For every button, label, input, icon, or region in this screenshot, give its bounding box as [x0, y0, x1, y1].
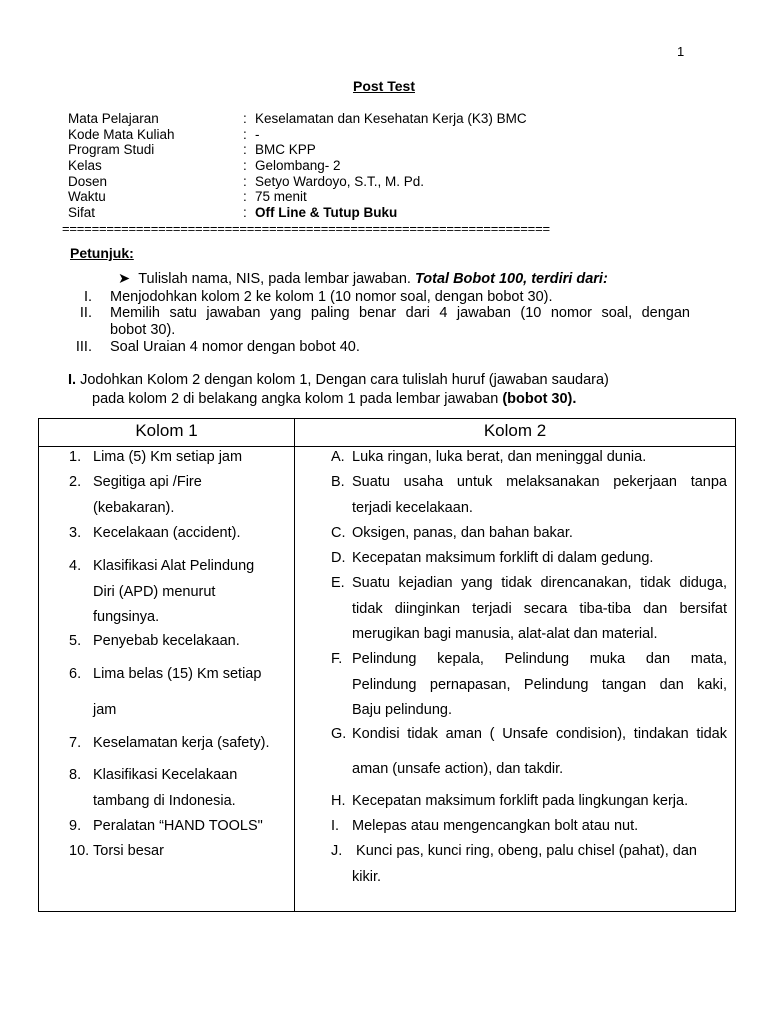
answer-text-cont: Baju pelindung. — [352, 702, 452, 718]
answer-letter: A. — [331, 449, 345, 465]
meta-value: Off Line & Tutup Buku — [255, 205, 398, 221]
answer-text: Kondisi tidak aman ( Unsafe condision), tindakan tidak — [352, 726, 727, 742]
meta-label: Dosen — [68, 173, 108, 189]
question-number: 1. — [69, 449, 82, 465]
course-info — [68, 111, 527, 221]
instruction-text-cont: bobot 30). — [110, 322, 176, 338]
question-number: 6. — [69, 666, 82, 682]
meta-label: Kode Mata Kuliah — [68, 126, 175, 142]
question-item — [69, 445, 289, 471]
answer-item — [331, 722, 727, 782]
answer-letter: I. — [331, 818, 340, 834]
separator-line: ================================================================== — [62, 221, 550, 236]
instruction-number: II. — [79, 305, 92, 321]
meta-value: Keselamatan dan Kesehatan Kerja (K3) BMC — [255, 111, 527, 126]
question-item — [69, 521, 289, 547]
column-2-header: Kolom 2 — [483, 421, 547, 440]
answer-letter: F. — [331, 651, 343, 667]
answer-text: Luka ringan, luka berat, dan meninggal dunia. — [352, 449, 647, 465]
section-text-cont: pada kolom 2 di belakang angka kolom 1 pada lembar jawaban — [92, 391, 499, 407]
instruction-text: Memilih satu jawaban yang paling benar dari 4 jawaban (10 nomor soal, dengan — [110, 305, 690, 321]
question-text-cont: fungsinya. — [93, 609, 160, 625]
question-number: 4. — [69, 558, 82, 574]
question-text: Torsi besar — [93, 843, 164, 859]
meta-label: Waktu — [68, 189, 106, 205]
meta-value: BMC KPP — [255, 142, 316, 158]
answer-letter: D. — [331, 550, 346, 566]
question-number: 7. — [69, 735, 82, 751]
answer-text-cont: terjadi kecelakaan. — [352, 499, 473, 516]
instruction-text: Soal Uraian 4 nomor dengan bobot 40. — [110, 339, 360, 355]
meta-colon: : — [243, 158, 247, 174]
meta-colon: : — [243, 189, 247, 205]
answer-item — [331, 647, 727, 724]
page-title: Post Test — [353, 78, 415, 94]
meta-colon: : — [243, 142, 247, 158]
meta-label: Sifat — [68, 205, 96, 221]
meta-row-lecturer — [68, 174, 527, 190]
meta-colon: : — [243, 173, 247, 189]
answer-text: Pelindung kepala, Pelindung muka dan mata, — [352, 651, 727, 667]
question-text: Keselamatan kerja (safety). — [93, 735, 270, 751]
answer-letter: G. — [331, 726, 347, 742]
question-text: Penyebab kecelakaan. — [93, 633, 240, 649]
meta-value: Gelombang- 2 — [255, 158, 341, 174]
bullet-emphasis: Total Bobot 100, terdiri dari: — [414, 271, 608, 287]
answer-item — [331, 521, 727, 547]
meta-colon: : — [243, 111, 247, 126]
question-item — [69, 763, 289, 814]
answer-letter: C. — [331, 525, 346, 541]
page-number: 1 — [677, 44, 685, 59]
meta-row-nature — [68, 205, 527, 221]
answer-item — [331, 571, 727, 648]
answer-letter: E. — [331, 575, 345, 591]
meta-colon: : — [243, 205, 247, 221]
meta-value: 75 menit — [255, 189, 307, 205]
instructions-bullet — [118, 271, 608, 287]
instructions-heading: Petunjuk: — [70, 245, 134, 261]
meta-row-class — [68, 158, 527, 174]
meta-value: Setyo Wardoyo, S.T., M. Pd. — [255, 173, 425, 189]
meta-label: Mata Pelajaran — [68, 111, 159, 126]
answer-text: Suatu kejadian yang tidak direncanakan, tidak diduga, — [352, 575, 727, 591]
section-1-instructions — [68, 371, 708, 409]
question-item — [69, 839, 289, 865]
answer-text: Kunci pas, kunci ring, obeng, palu chisel (pahat), dan — [352, 843, 697, 859]
answer-text-cont: Pelindung pernapasan, Pelindung tangan dan kaki, — [352, 676, 727, 693]
answer-item — [331, 839, 727, 890]
question-item — [69, 662, 289, 723]
question-item — [69, 731, 289, 757]
bullet-text: Tulislah nama, NIS, pada lembar jawaban. — [138, 271, 411, 287]
question-text-cont: Diri (APD) menurut — [93, 583, 216, 600]
question-text-cont: tambang di Indonesia. — [93, 792, 236, 809]
meta-value: - — [255, 126, 260, 142]
answer-item — [331, 445, 727, 471]
question-text: Kecelakaan (accident). — [93, 525, 241, 541]
instruction-text: Menjodohkan kolom 2 ke kolom 1 (10 nomor soal, dengan bobot 30). — [110, 289, 553, 305]
answer-letter: H. — [331, 793, 346, 809]
answer-letter: B. — [331, 474, 345, 490]
answer-text-cont: merugikan bagi manusia, alat-alat dan material. — [352, 626, 658, 642]
answer-text-cont: tidak diinginkan terjadi secara tiba-tiba dan bersifat — [352, 600, 727, 617]
question-number: 3. — [69, 525, 82, 541]
answer-text-cont: kikir. — [352, 868, 381, 885]
section-number: I. — [68, 372, 77, 388]
meta-row-time — [68, 189, 527, 205]
answer-item — [331, 814, 727, 840]
answer-text: Suatu usaha untuk melaksanakan pekerjaan tanpa — [352, 474, 727, 490]
question-text: Segitiga api /Fire — [93, 474, 202, 490]
answer-text: Kecepatan maksimum forklift pada lingkungan kerja. — [352, 793, 689, 809]
meta-row-course-code — [68, 127, 527, 143]
question-item — [69, 554, 289, 631]
question-text: Klasifikasi Kecelakaan — [93, 767, 238, 783]
question-text-cont: jam — [93, 701, 117, 718]
question-text: Lima belas (15) Km setiap — [93, 666, 262, 682]
answer-text: Oksigen, panas, dan bahan bakar. — [352, 525, 573, 541]
answer-item — [331, 470, 727, 521]
question-text: Lima (5) Km setiap jam — [93, 449, 243, 465]
section-text: Jodohkan Kolom 2 dengan kolom 1, Dengan cara tulislah huruf (jawaban saudara) — [80, 372, 609, 388]
question-number: 8. — [69, 767, 82, 783]
arrow-bullet-icon: ➤ — [118, 271, 131, 287]
answer-text-cont: aman (unsafe action), dan takdir. — [352, 760, 564, 777]
answer-letter: J. — [331, 843, 343, 859]
meta-label: Kelas — [68, 158, 102, 174]
meta-row-program — [68, 142, 527, 158]
matching-table — [38, 418, 736, 912]
instruction-number: I. — [83, 289, 92, 305]
column-1-header: Kolom 1 — [135, 421, 198, 440]
question-item — [69, 814, 289, 840]
question-text: Peralatan “HAND TOOLS" — [93, 818, 263, 834]
answer-item — [331, 546, 727, 572]
question-item — [69, 629, 289, 655]
meta-colon: : — [243, 126, 247, 142]
question-text: Klasifikasi Alat Pelindung — [93, 558, 255, 574]
answer-text: Kecepatan maksimum forklift di dalam gedung. — [352, 550, 654, 566]
answer-text: Melepas atau mengencangkan bolt atau nut. — [352, 818, 639, 834]
question-number: 2. — [69, 474, 82, 490]
question-text-cont: (kebakaran). — [93, 499, 175, 516]
question-number: 10. — [69, 843, 90, 859]
column-divider — [294, 419, 295, 911]
section-weight: (bobot 30). — [502, 391, 577, 407]
instruction-number: III. — [75, 339, 92, 355]
question-number: 9. — [69, 818, 82, 834]
question-item — [69, 470, 289, 521]
meta-label: Program Studi — [68, 142, 155, 158]
meta-row-subject — [68, 111, 527, 127]
answer-item — [331, 789, 727, 815]
question-number: 5. — [69, 633, 82, 649]
